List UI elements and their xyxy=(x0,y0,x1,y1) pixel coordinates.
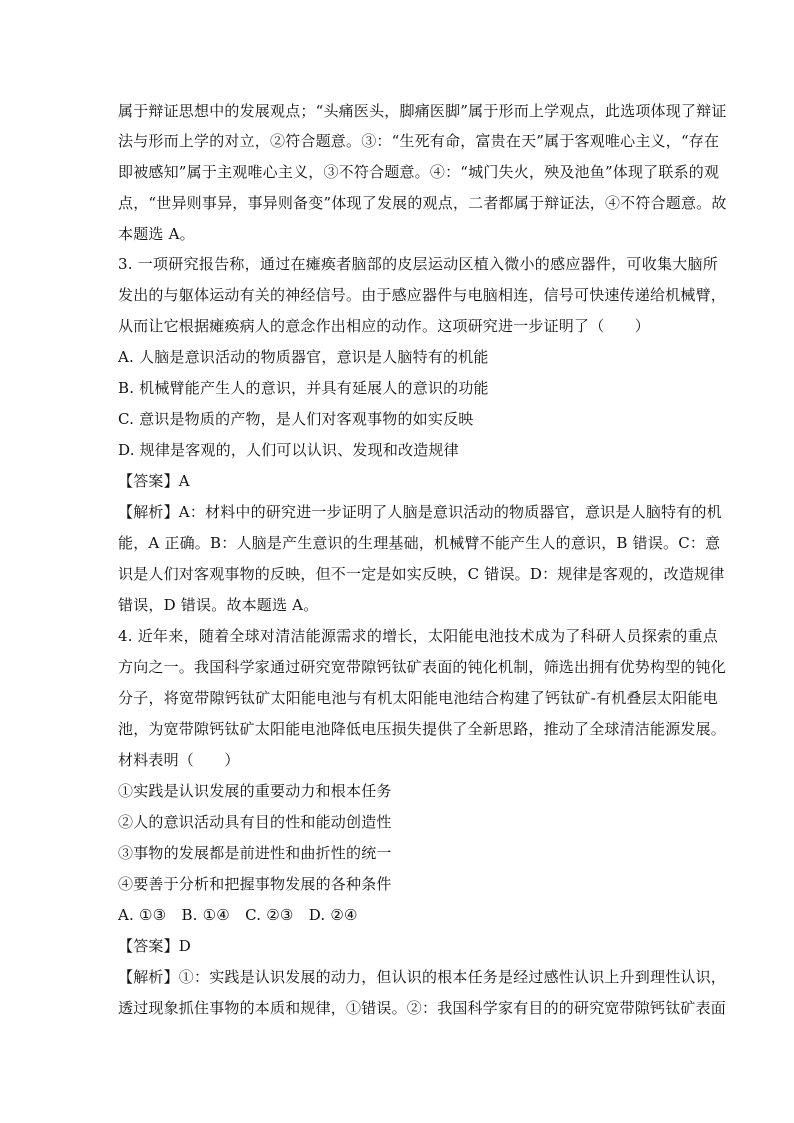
answer-label: 【答案】A xyxy=(118,472,190,490)
statement-2: ②人的意识活动具有目的性和能动创造性 xyxy=(118,813,392,831)
explanation-line: 透过现象抓住事物的本质和规律，①错误。②：我国科学家有目的的研究宽带隙钙钛矿表面 xyxy=(118,999,727,1017)
question-4-line: 池，为宽带隙钙钛矿太阳能电池降低电压损失提供了全新思路，推动了全球清洁能源发展。 xyxy=(118,720,727,738)
question-3-line: 3. 一项研究报告称，通过在瘫痪者脑部的皮层运动区植入微小的感应器件，可收集大脑所 xyxy=(118,255,718,273)
option-c: C. 意识是物质的产物，是人们对客观事物的如实反映 xyxy=(118,410,474,428)
question-4-line: 材料表明（ ） xyxy=(118,751,240,769)
text-line: 点，“世异则事异，事异则备变”体现了发展的观点，二者都属于辩证法，④不符合题意。故 xyxy=(118,194,727,212)
question-4-line: 4. 近年来，随着全球对清洁能源需求的增长，太阳能电池技术成为了科研人员探索的重点 xyxy=(118,627,718,645)
statement-3: ③事物的发展都是前进性和曲折性的统一 xyxy=(118,844,392,862)
option-d: D. 规律是客观的，人们可以认识、发现和改造规律 xyxy=(118,441,459,459)
question-4-line: 分子，将宽带隙钙钛矿太阳能电池与有机太阳能电池结合构建了钙钛矿-有机叠层太阳能电 xyxy=(118,689,718,707)
text-line: 属于辩证思想中的发展观点；“头痛医头，脚痛医脚”属于形而上学观点，此选项体现了辩证 xyxy=(118,102,727,120)
explanation-line: 识是人们对客观事物的反映，但不一定是如实反映，C 错误。D：规律是客观的，改造规律 xyxy=(118,565,725,583)
statement-4: ④要善于分析和把握事物发展的各种条件 xyxy=(118,875,392,893)
question-3-line: 发出的与躯体运动有关的神经信号。由于感应器件与电脑相连，信号可快速传递给机械臂， xyxy=(118,286,727,304)
explanation-line: 【解析】A：材料中的研究进一步证明了人脑是意识活动的物质器官，意识是人脑特有的机 xyxy=(118,503,722,521)
explanation-line: 错误，D 错误。故本题选 A。 xyxy=(118,596,319,614)
explanation-line: 能，A 正确。B：人脑是产生意识的生理基础，机械臂不能产生人的意识，B 错误。C：意 xyxy=(118,534,721,552)
explanation-line: 【解析】①：实践是认识发展的动力，但认识的根本任务是经过感性认识上升到理性认识， xyxy=(118,968,727,986)
option-a: A. 人脑是意识活动的物质器官，意识是人脑特有的机能 xyxy=(118,348,489,366)
statement-1: ①实践是认识发展的重要动力和根本任务 xyxy=(118,782,392,800)
text-line: 本题选 A。 xyxy=(118,225,195,243)
question-3-line: 从而让它根据瘫痪病人的意念作出相应的动作。这项研究进一步证明了（ ） xyxy=(118,317,651,335)
text-line: 法与形而上学的对立，②符合题意。③：“生死有命，富贵在天”属于客观唯心主义，“存在 xyxy=(118,132,720,150)
answer-options: A. ①③ B. ①④ C. ②③ D. ②④ xyxy=(118,906,358,924)
text-line: 即被感知”属于主观唯心主义，③不符合题意。④：“城门失火，殃及池鱼”体现了联系的观 xyxy=(118,163,720,181)
question-4-line: 方向之一。我国科学家通过研究宽带隙钙钛矿表面的钝化机制，筛选出拥有优势构型的钝化 xyxy=(118,658,727,676)
answer-label: 【答案】D xyxy=(118,937,192,955)
option-b: B. 机械臂能产生人的意识，并具有延展人的意识的功能 xyxy=(118,379,489,397)
